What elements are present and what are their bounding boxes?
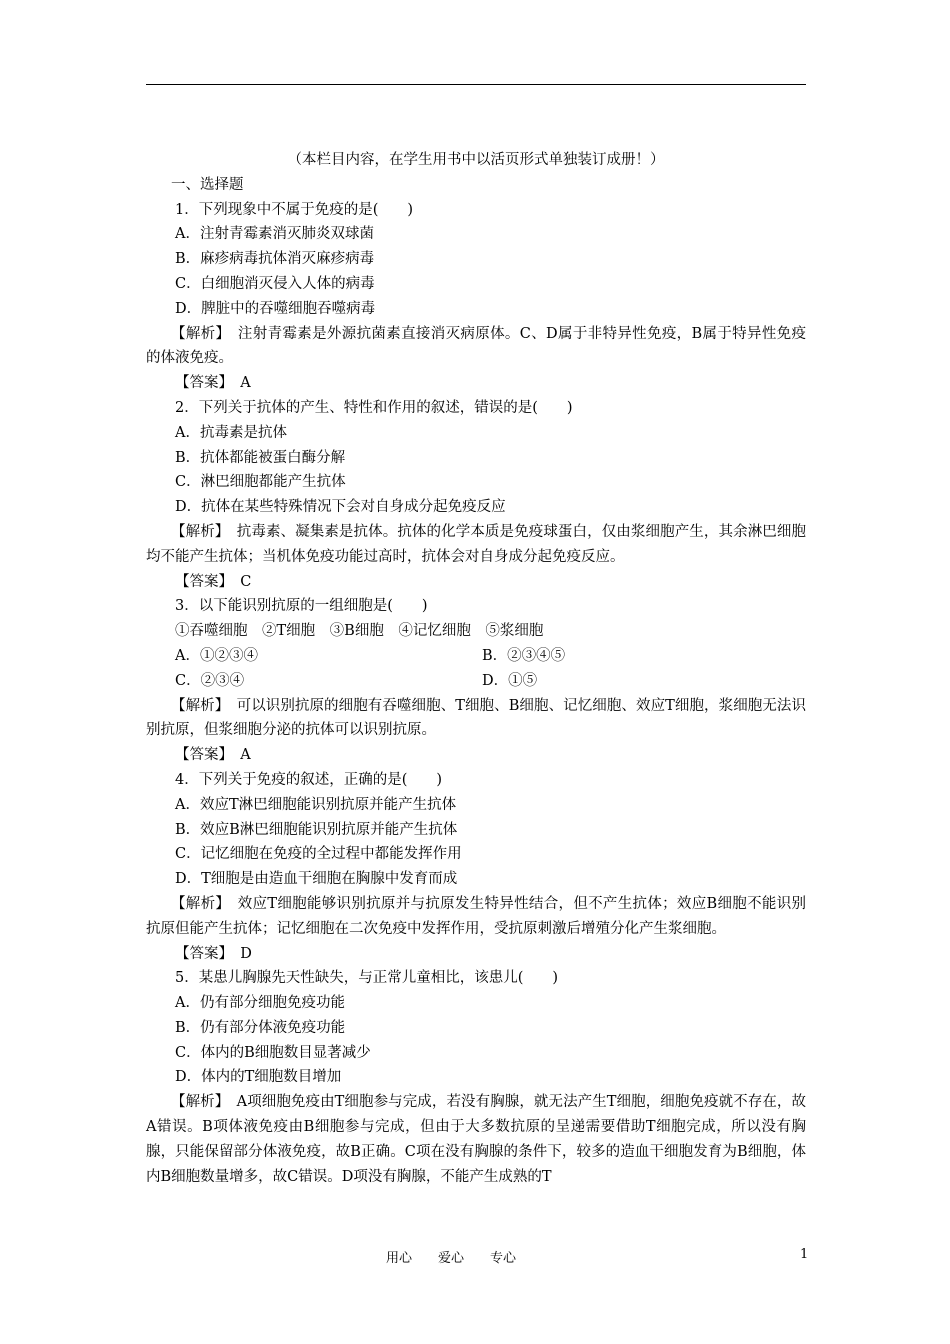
question-stem: 2．下列关于抗体的产生、特性和作用的叙述，错误的是( ) <box>175 399 573 416</box>
analysis: 【解析】 抗毒素、凝集素是抗体。抗体的化学本质是免疫球蛋白，仅由浆细胞产生，其余淋巴细胞均不能产生抗体；当机体免疫功能过高时，抗体会对自身成分起免疫反应。 <box>146 523 806 565</box>
option-d: D．①⑤ <box>482 672 538 689</box>
question-2 <box>146 396 806 594</box>
option-a: A．注射青霉素消灭肺炎双球菌 <box>175 226 374 243</box>
answer: 【答案】 D <box>175 945 252 962</box>
option-c: C．白细胞消灭侵入人体的病毒 <box>175 275 375 292</box>
question-stem: 1．下列现象中不属于免疫的是( ) <box>175 201 414 218</box>
question-3 <box>146 594 806 768</box>
answer: 【答案】 C <box>175 573 252 590</box>
option-a: A．抗毒素是抗体 <box>175 424 287 441</box>
option-c: C．②③④ <box>175 672 245 689</box>
question-5 <box>146 966 806 1189</box>
section-title: 一、选择题 <box>171 176 244 193</box>
analysis: 【解析】 可以识别抗原的细胞有吞噬细胞、T细胞、B细胞、记忆细胞、效应T细胞，浆细胞无法识别抗原，但浆细胞分泌的抗体可以识别抗原。 <box>146 697 806 739</box>
analysis: 【解析】 A项细胞免疫由T细胞参与完成，若没有胸腺，就无法产生T细胞，细胞免疫就不存在，故A错误。B项体液免疫由B细胞参与完成，但由于大多数抗原的呈递需要借助T细胞完成，所以没有胸腺，只能保留部分体液免疫，故B正确。C项在没有胸腺的条件下，较多的造血干细胞发育为B细胞，体内B细胞数量增多，故C错误。D项没有胸腺，不能产生成熟的T <box>146 1094 806 1185</box>
option-d: D．抗体在某些特殊情况下会对自身成分起免疫反应 <box>175 499 506 516</box>
analysis: 【解析】 注射青霉素是外源抗菌素直接消灭病原体。C、D属于非特异性免疫，B属于特异性免疫的体液免疫。 <box>146 325 806 367</box>
option-b: B．②③④⑤ <box>482 647 566 664</box>
answer: 【答案】 A <box>175 747 251 764</box>
option-c: C．记忆细胞在免疫的全过程中都能发挥作用 <box>175 846 462 863</box>
option-c: C．体内的B细胞数目显著减少 <box>175 1044 371 1061</box>
header-rule <box>146 84 806 85</box>
question-stem: 4．下列关于免疫的叙述，正确的是( ) <box>175 771 443 788</box>
options-row-2 <box>146 669 806 694</box>
option-d: D．体内的T细胞数目增加 <box>175 1069 342 1086</box>
page-number: 1 <box>800 1247 809 1262</box>
option-b: B．麻疹病毒抗体消灭麻疹病毒 <box>175 251 375 268</box>
option-c: C．淋巴细胞都能产生抗体 <box>175 474 346 491</box>
answer: 【答案】 A <box>175 375 251 392</box>
option-b: B．仍有部分体液免疫功能 <box>175 1019 346 1036</box>
question-stem: 5．某患儿胸腺先天性缺失，与正常儿童相比，该患儿( ) <box>175 970 559 987</box>
option-a: A．仍有部分细胞免疫功能 <box>175 995 345 1012</box>
header-note: （本栏目内容，在学生用书中以活页形式单独装订成册！） <box>287 152 665 168</box>
footer-motto: 用心 爱心 专心 <box>386 1251 517 1266</box>
analysis: 【解析】 效应T细胞能够识别抗原并与抗原发生特异性结合，但不产生抗体；效应B细胞不能识别抗原但能产生抗体；记忆细胞在二次免疫中发挥作用，受抗原刺激后增殖分化产生浆细胞。 <box>146 895 806 937</box>
option-a: A．①②③④ <box>175 647 258 664</box>
question-4 <box>146 768 806 966</box>
option-d: D．脾脏中的吞噬细胞吞噬病毒 <box>175 300 376 317</box>
option-d: D．T细胞是由造血干细胞在胸腺中发育而成 <box>175 871 458 888</box>
option-b: B．抗体都能被蛋白酶分解 <box>175 449 346 466</box>
options-row-1 <box>146 644 806 669</box>
question-1 <box>146 198 806 396</box>
question-stem: 3．以下能识别抗原的一组细胞是( ) <box>175 598 428 615</box>
option-b: B．效应B淋巴细胞能识别抗原并能产生抗体 <box>175 821 458 838</box>
option-a: A．效应T淋巴细胞能识别抗原并能产生抗体 <box>175 796 457 813</box>
document-body <box>146 148 806 1189</box>
cell-list: ①吞噬细胞 ②T细胞 ③B细胞 ④记忆细胞 ⑤浆细胞 <box>175 623 544 640</box>
